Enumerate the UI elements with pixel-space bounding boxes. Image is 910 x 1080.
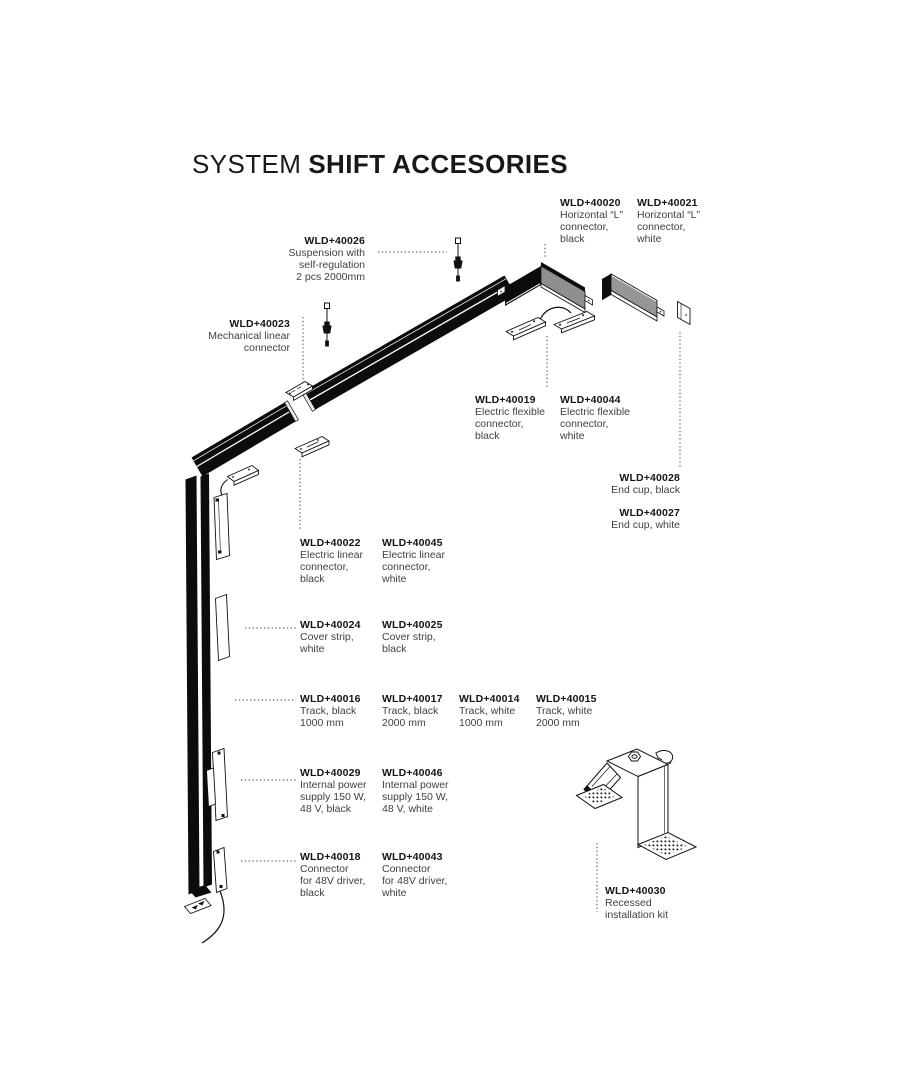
label-wld-40025: [382, 619, 443, 655]
product-code: WLD+40045: [382, 537, 443, 549]
label-wld-40045: [382, 537, 445, 585]
product-desc: Connector: [300, 863, 349, 875]
product-desc: Track, black: [300, 705, 357, 717]
label-wld-40044: [560, 394, 630, 442]
product-desc: for 48V driver,: [382, 875, 448, 887]
product-desc: Electric flexible: [560, 406, 631, 418]
product-desc: 2000 mm: [536, 717, 580, 729]
cover-strip-icon: [216, 595, 230, 661]
product-code: WLD+40044: [560, 394, 621, 406]
product-code: WLD+40021: [637, 197, 698, 209]
product-desc: installation kit: [605, 909, 669, 921]
l-connector-white-icon: [602, 274, 664, 321]
product-desc: connector,: [300, 561, 349, 573]
label-wld-40023: [208, 318, 290, 354]
product-desc: Cover strip,: [382, 631, 436, 643]
product-desc: white: [637, 233, 662, 245]
product-desc: connector: [243, 342, 290, 354]
product-code: WLD+40018: [300, 851, 361, 863]
product-code: WLD+40014: [459, 693, 520, 705]
product-desc: white: [382, 573, 407, 585]
product-code: WLD+40020: [560, 197, 621, 209]
product-desc: connector,: [560, 221, 609, 233]
product-desc: connector,: [637, 221, 686, 233]
product-desc: Horizontal “L”: [560, 209, 624, 221]
product-desc: 1000 mm: [459, 717, 503, 729]
product-code: WLD+40030: [605, 885, 666, 897]
label-wld-40024: [300, 619, 361, 655]
flexible-connector-icon: [506, 307, 595, 340]
product-code: WLD+40019: [475, 394, 536, 406]
product-desc: Internal power: [300, 779, 367, 791]
product-desc: Electric linear: [382, 549, 446, 561]
label-wld-40022: [300, 537, 363, 585]
label-wld-40019: [475, 394, 545, 442]
product-desc: Recessed: [605, 897, 652, 909]
electric-linear-connector-icon: [214, 466, 259, 560]
recessed-kit-icon: [577, 749, 697, 860]
end-cup-icon: [678, 302, 691, 325]
product-desc: white: [560, 430, 585, 442]
electric-linear-connector-icon: [295, 437, 329, 457]
product-code: WLD+40043: [382, 851, 443, 863]
product-desc: Track, white: [459, 705, 516, 717]
l-connector-black-icon: [498, 262, 593, 313]
product-desc: 48 V, black: [300, 803, 351, 815]
product-desc: connector,: [475, 418, 524, 430]
product-desc: End cup, white: [611, 519, 680, 531]
suspension-rod-icon: [323, 303, 331, 346]
product-desc: Track, black: [382, 705, 439, 717]
product-desc: Track, white: [536, 705, 593, 717]
page-title-prefix: SYSTEM: [192, 149, 302, 179]
product-desc: Suspension with: [288, 247, 365, 259]
label-wld-40017: [382, 693, 443, 729]
label-wld-40018: [300, 851, 365, 899]
product-desc: supply 150 W,: [300, 791, 366, 803]
product-desc: black: [382, 643, 407, 655]
product-desc: 48 V, white: [382, 803, 433, 815]
label-wld-40026: [289, 235, 365, 283]
label-wld-40046: [382, 767, 449, 815]
product-desc: for 48V driver,: [300, 875, 366, 887]
product-desc: End cup, black: [611, 484, 680, 496]
label-wld-40014: [459, 693, 520, 729]
product-desc: Mechanical linear: [208, 330, 290, 342]
product-code: WLD+40016: [300, 693, 361, 705]
product-desc: white: [382, 887, 407, 899]
product-code: WLD+40015: [536, 693, 597, 705]
product-desc: 2000 mm: [382, 717, 426, 729]
product-desc: white: [300, 643, 325, 655]
suspension-rod-icon: [454, 238, 462, 281]
product-desc: connector,: [560, 418, 609, 430]
track-diagonal-upper: [301, 276, 515, 412]
product-code: WLD+40029: [300, 767, 361, 779]
track-diagonal-lower: [192, 401, 299, 477]
product-code: WLD+40017: [382, 693, 443, 705]
label-wld-40021: [637, 197, 700, 245]
product-code: WLD+40025: [382, 619, 443, 631]
product-desc: Horizontal “L”: [637, 209, 701, 221]
product-code: WLD+40027: [619, 507, 680, 519]
label-wld-40020: [560, 197, 623, 245]
product-code: WLD+40022: [300, 537, 361, 549]
product-desc: Connector: [382, 863, 431, 875]
product-code: WLD+40046: [382, 767, 443, 779]
product-desc: Electric linear: [300, 549, 364, 561]
label-wld-40027: [611, 507, 680, 531]
product-desc: connector,: [382, 561, 431, 573]
page-title: [192, 149, 568, 180]
product-code: WLD+40023: [229, 318, 290, 330]
product-desc: 1000 mm: [300, 717, 344, 729]
product-desc: black: [300, 887, 325, 899]
product-desc: black: [560, 233, 585, 245]
product-desc: supply 150 W,: [382, 791, 448, 803]
label-wld-40015: [536, 693, 597, 729]
label-wld-40043: [382, 851, 447, 899]
product-desc: black: [300, 573, 325, 585]
product-desc: black: [475, 430, 500, 442]
product-desc: self-regulation: [299, 259, 365, 271]
product-desc: Internal power: [382, 779, 449, 791]
product-code: WLD+40024: [300, 619, 361, 631]
product-code: WLD+40026: [304, 235, 365, 247]
label-wld-40030: [605, 885, 668, 921]
product-desc: Electric flexible: [475, 406, 546, 418]
label-wld-40028: [611, 472, 680, 496]
label-wld-40029: [300, 767, 367, 815]
page-title-emphasis: SHIFT ACCESORIES: [308, 149, 568, 179]
track-vertical: [186, 474, 213, 898]
product-code: WLD+40028: [619, 472, 680, 484]
label-wld-40016: [300, 693, 361, 729]
end-plate-icon: [185, 899, 212, 914]
product-desc: Cover strip,: [300, 631, 354, 643]
product-desc: 2 pcs 2000mm: [296, 271, 365, 283]
